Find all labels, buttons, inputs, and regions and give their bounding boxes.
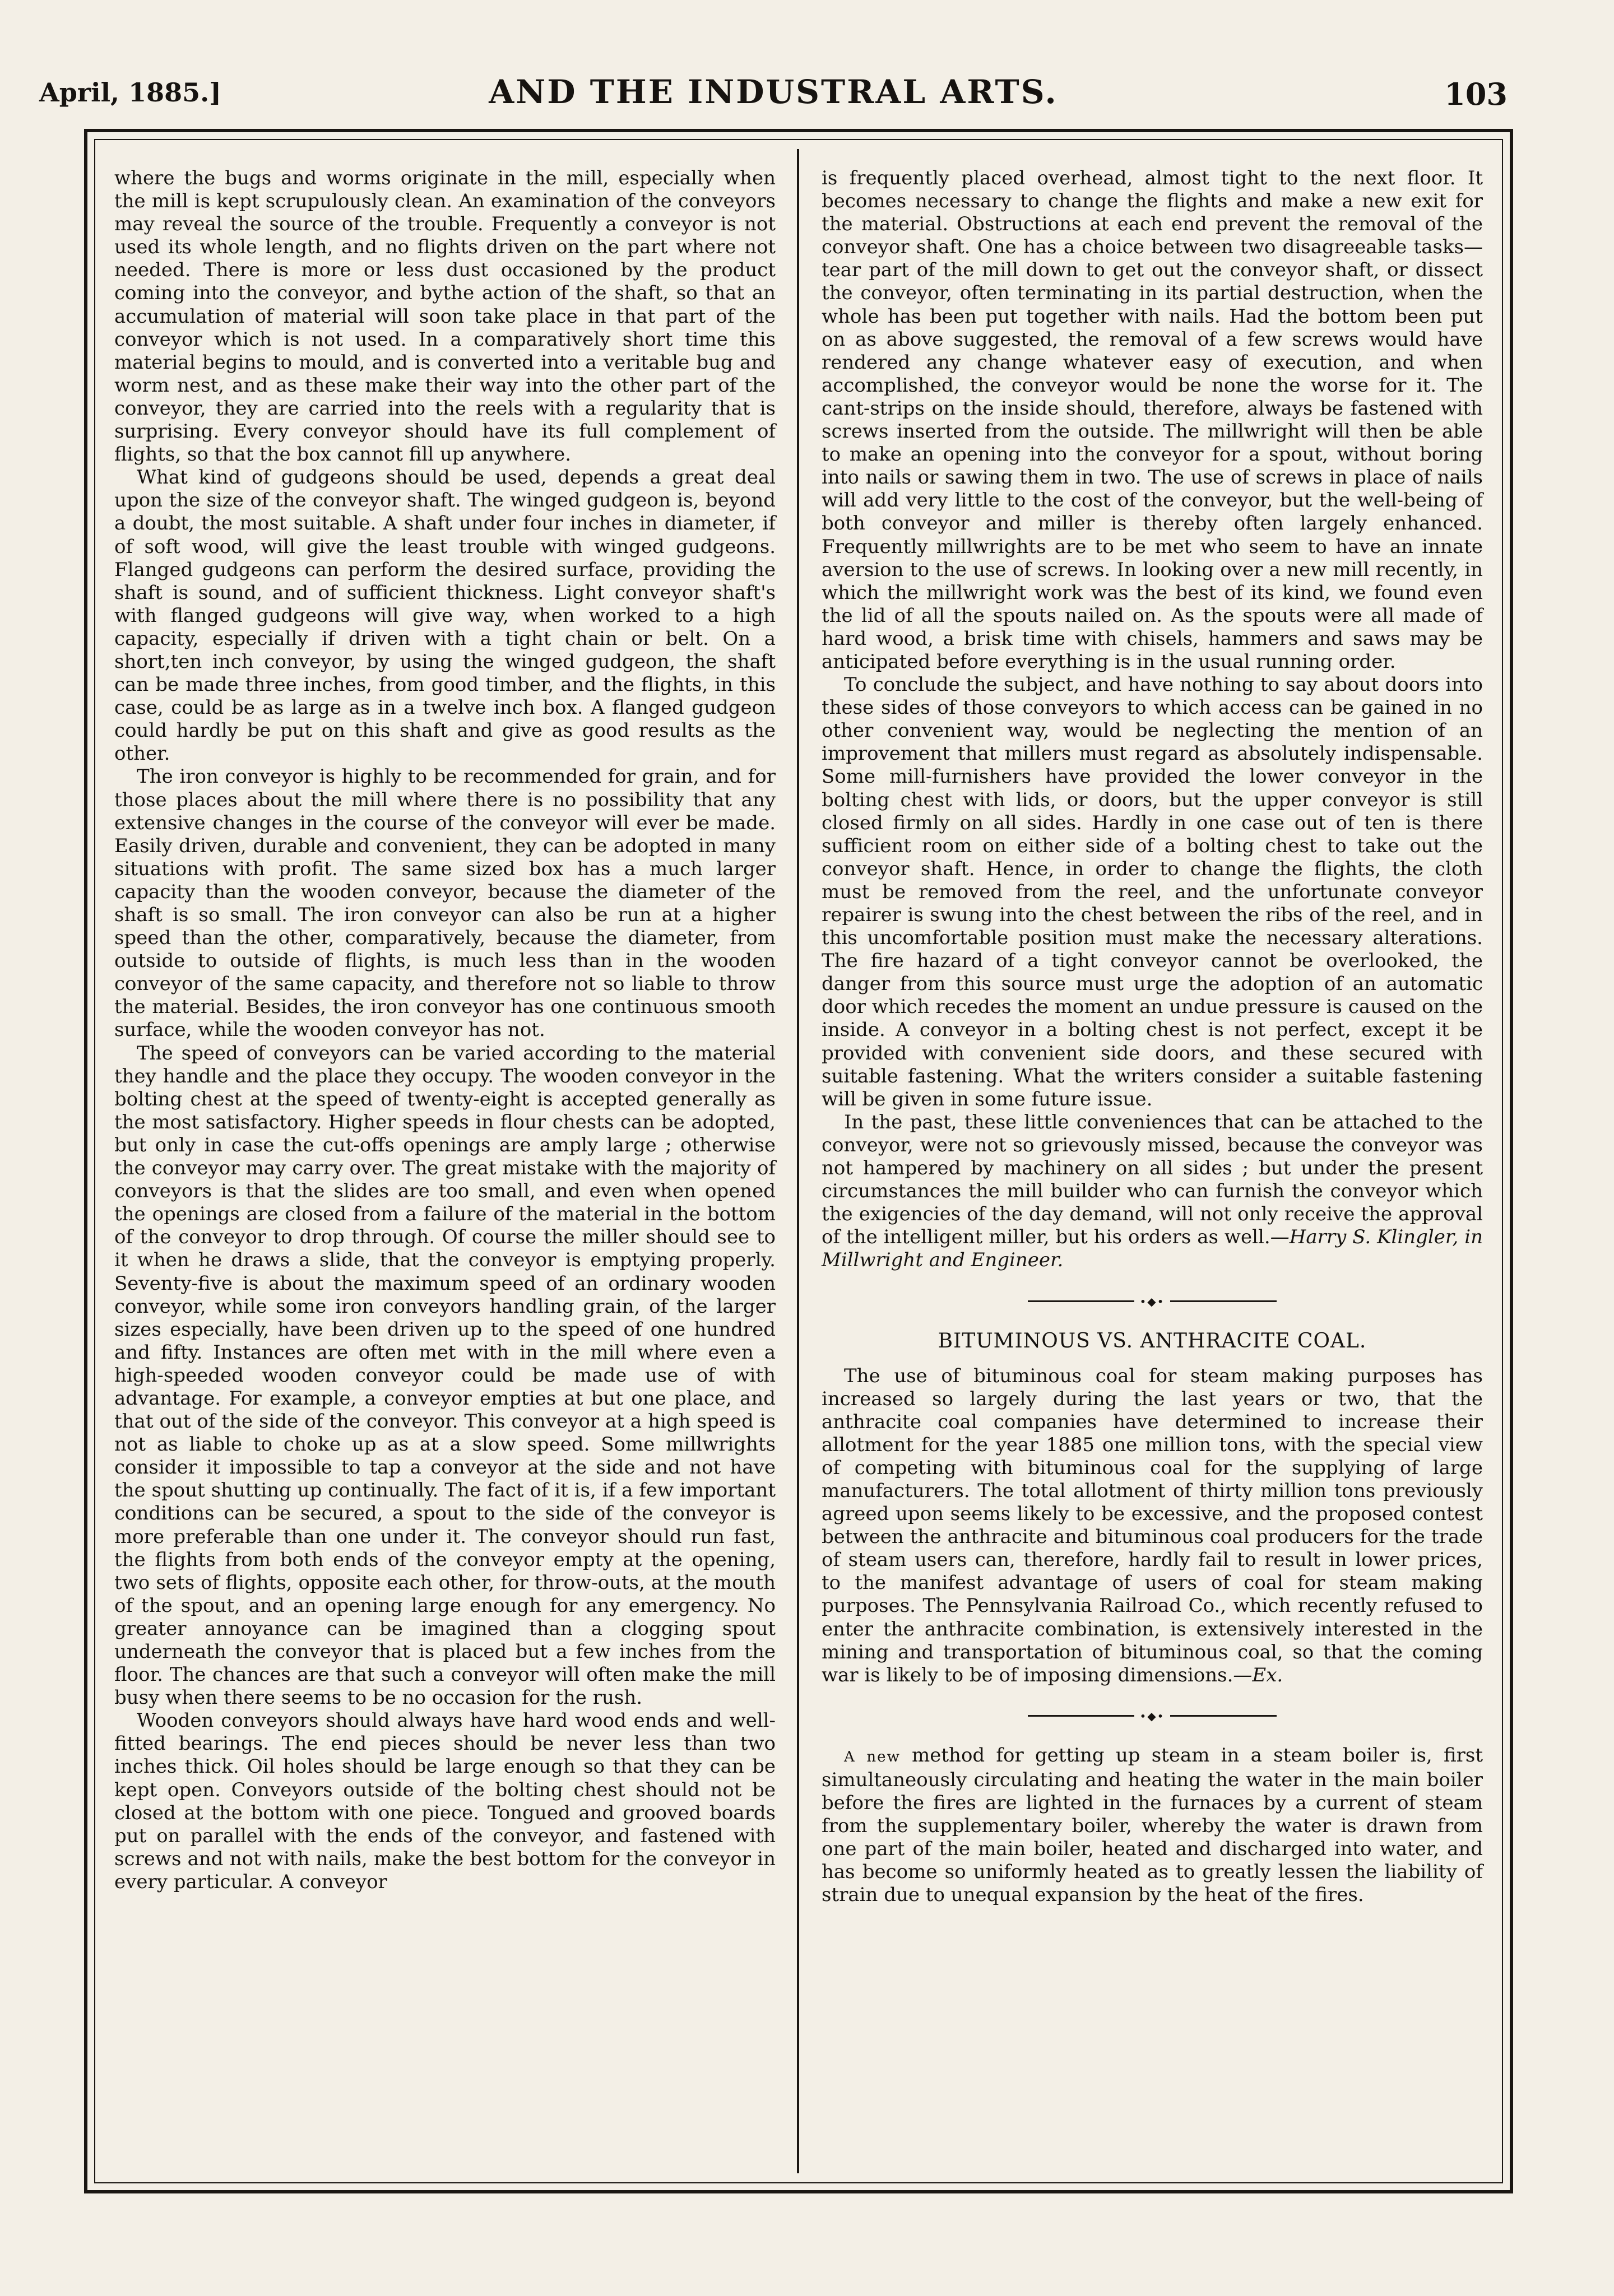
right-column [822, 167, 1483, 1907]
ornament-rule-right [1170, 1300, 1277, 1302]
ornament-rule-right [1170, 1715, 1277, 1717]
section-ornament [822, 1711, 1483, 1722]
journal-title: AND THE INDUSTRAL ARTS. [489, 73, 1058, 111]
paragraph [822, 1744, 1483, 1907]
paragraph-text: The use of bituminous coal for steam making purposes has increased so largely during the last years or two, that the anthracite coal companies have determined to increase their allotment for the year 1885 one million tons, with the special view of competing with bituminous coal for the supplying of large manufacturers. The total allotment of thirty million tons previously agreed upon seems likely to be excessive, and the proposed contest between the anthracite and bituminous coal producers for the trade of steam users can, therefore, hardly fail to result in lower prices, to the manifest advantage of users of coal for steam making purposes. The Pennsylvania Railroad Co., which recently refused to enter the anthracite combination, is extensively interested in the mining and transportation of bituminous coal, so that the coming war is likely to be of imposing dimensions. [822, 1364, 1483, 1686]
paragraph: What kind of gudgeons should be used, depends a great deal upon the size of the conveyor shaft. The winged gudgeon is, beyond a doubt, the most suitable. A shaft under four inches in diameter, if of soft wood, will give the least trouble with winged gudgeons. Flanged gudgeons can perform the desired surface, providing the shaft is sound, and of sufficient thickness. Light conveyor shaft's with flanged gudgeons will give way, when worked to a high capacity, especially if driven with a tight chain or belt. On a short,ten inch conveyor, by using the winged gudgeon, the shaft can be made three inches, from good timber, and the flights, in this case, could be as large as in a twelve inch box. A flanged gudgeon could hardly be put on this shaft and give as good results as the other. [114, 466, 776, 765]
paragraph: To conclude the subject, and have nothing to say about doors into these sides of those conveyors to which access can be gained in no other convenient way, would be neglecting the mention of an improvement that millers must regard as absolutely indispensable. Some mill-furnishers have provided the lower conveyor in the bolting chest with lids, or doors, but the upper conveyor is still closed firmly on all sides. Hardly in one case out of ten is there sufficient room on either side of a bolting chest to take out the conveyor shaft. Hence, in order to change the flights, the cloth must be removed from the reel, and the unfortunate conveyor repairer is swung into the chest between the ribs of the reel, and in this uncomfortable position must make the necessary alterations. The fire hazard of a tight conveyor cannot be overlooked, the danger from this source must urge the adoption of an automatic door which recedes the moment an undue pressure is caused on the inside. A conveyor in a bolting chest is not perfect, except it be provided with convenient side doors, and these secured with suitable fastening. What the writers consider a suitable fastening will be given in some future issue. [822, 673, 1483, 1110]
article-heading: BITUMINOUS VS. ANTHRACITE COAL. [938, 1329, 1367, 1352]
paragraph: The iron conveyor is highly to be recommended for grain, and for those places about the mill where there is no possibility that any extensive changes in the course of the conveyor will ever be made. Easily driven, durable and convenient, they can be adopted in many situations with profit. The same sized box has a much larger capacity than the wooden conveyor, because the diameter of the shaft is so small. The iron conveyor can also be run at a higher speed than the other, comparatively, because the diameter, from outside to outside of flights, is much less than in the wooden conveyor of the same capacity, and therefore not so liable to throw the material. Besides, the iron conveyor has one continuous smooth surface, while the wooden conveyor has not. [114, 765, 776, 1042]
lead-in: A new [844, 1748, 901, 1765]
page-frame [84, 129, 1513, 2193]
paragraph-text: In the past, these little conveniences that can be attached to the conveyor, were not so grievously missed, because the conveyor was not hampered by machinery on all sides ; but under the present circumstances the mill builder who can furnish the conveyor which the exigencies of the day demand, will not only receive the approval of the intelligent miller, but his orders as well. [822, 1110, 1483, 1249]
paragraph [822, 1111, 1483, 1272]
paragraph-text: method for getting up steam in a steam boiler is, first simultaneously circulating and heating the water in the main boiler before the fires are lighted in the furnaces by a current of steam from the supplementary boiler, whereby the water is drawn from one part of the main boiler, heated and discharged into water, and has become so uniformly heated as to greatly lessen the liability of strain due to unequal expansion by the heat of the fires. [822, 1744, 1483, 1907]
ornament-glyph: •◆• [1139, 1709, 1165, 1723]
column-divider [797, 149, 799, 2173]
ornament-rule-left [1028, 1715, 1134, 1717]
article-attribution: —Harry S. Klingler, in Millwright and Engineer. [822, 1226, 1483, 1272]
paragraph: Wooden conveyors should always have hard wood ends and well-fitted bearings. The end pieces should be never less than two inches thick. Oil holes should be large enough so that they can be kept open. Conveyors outside of the bolting chest should not be closed at the bottom with one piece. Tongued and grooved boards put on parallel with the ends of the conveyor, and fastened with screws and not with nails, make the best bottom for the conveyor in every particular. A conveyor [114, 1709, 776, 1893]
ornament-glyph: •◆• [1139, 1294, 1165, 1308]
ornament-rule-left [1028, 1300, 1134, 1302]
section-ornament [822, 1296, 1483, 1307]
issue-date: April, 1885.] [39, 77, 221, 108]
paragraph: is frequently placed overhead, almost tight to the next floor. It becomes necessary to change the flights and make a new exit for the material. Obstructions at each end prevent the removal of the conveyor shaft. One has a choice between two disagreeable tasks—tear part of the mill down to get out the conveyor shaft, or dissect the conveyor, often terminating in its partial destruction, when the whole has been put together with nails. Had the bottom been put on as above suggested, the removal of a few screws would have rendered any change whatever easy of execution, and when accomplished, the conveyor would be none the worse for it. The cant-strips on the inside should, therefore, always be fastened with screws inserted from the outside. The millwright will then be able to make an opening into the conveyor for a spout, without boring into nails or sawing them in two. The use of screws in place of nails will add very little to the cost of the conveyor, but the well-being of both conveyor and miller is thereby often largely enhanced. Frequently millwrights are to be met who seem to have an innate aversion to the use of screws. In looking over a new mill recently, in which the millwright work was the best of its kind, we found even the lid of all the spouts nailed on. As the spouts were all made of hard wood, a brisk time with chisels, hammers and saws may be anticipated before everything is in the usual running order. [822, 167, 1483, 673]
paragraph: The speed of conveyors can be varied according to the material they handle and the place they occupy. The wooden conveyor in the bolting chest at the speed of twenty-eight is accepted generally as the most satisfactory. Higher speeds in flour chests can be adopted, but only in case the cut-offs openings are amply large ; otherwise the conveyor may carry over. The great mistake with the majority of conveyors is that the slides are too small, and even when opened the openings are closed from a failure of the material in the bottom of the conveyor to drop through. Of course the miller should see to it when he draws a slide, that the conveyor is emptying properly. Seventy-five is about the maximum speed of an ordinary wooden conveyor, while some iron conveyors handling grain, of the larger sizes especially, have been driven up to the speed of one hundred and fifty. Instances are often met with in the mill where even a high-speeded wooden conveyor could be made use of with advantage. For example, a conveyor empties at but one place, and that out of the side of the conveyor. This conveyor at a high speed is not as liable to choke up as at a slow speed. Some millwrights consider it impossible to tap a conveyor at the side and not have the spout shutting up continually. The fact of it is, if a few important conditions can be secured, a spout to the side of the conveyor is more preferable than one under it. The conveyor should run fast, the flights from both ends of the conveyor empty at the opening, two sets of flights, opposite each other, for throw-outs, at the mouth of the spout, and an opening large enough for any emergency. No greater annoyance can be imagined than a clogging spout underneath the conveyor that is placed but a few inches from the floor. The chances are that such a conveyor will often make the mill busy when there seems to be no occasion for the rush. [114, 1042, 776, 1709]
running-head [39, 66, 1508, 128]
paragraph: where the bugs and worms originate in the mill, especially when the mill is kept scrupulously clean. An examination of the conveyors may reveal the source of the trouble. Frequently a conveyor is not used its whole length, and no flights driven on the part where not needed. There is more or less dust occasioned by the product coming into the conveyor, and bythe action of the shaft, so that an accumulation of material will soon take place in that part of the conveyor which is not used. In a comparatively short time this material begins to mould, and is converted into a veritable bug and worm nest, and as these make their way into the other part of the conveyor, they are carried into the reels with a regularity that is surprising. Every conveyor should have its full complement of flights, so that the box cannot fill up anywhere. [114, 167, 776, 466]
article-attribution: —Ex. [1233, 1663, 1283, 1686]
paragraph [822, 1365, 1483, 1687]
left-column [114, 167, 776, 1894]
page-number: 103 [1444, 76, 1508, 112]
